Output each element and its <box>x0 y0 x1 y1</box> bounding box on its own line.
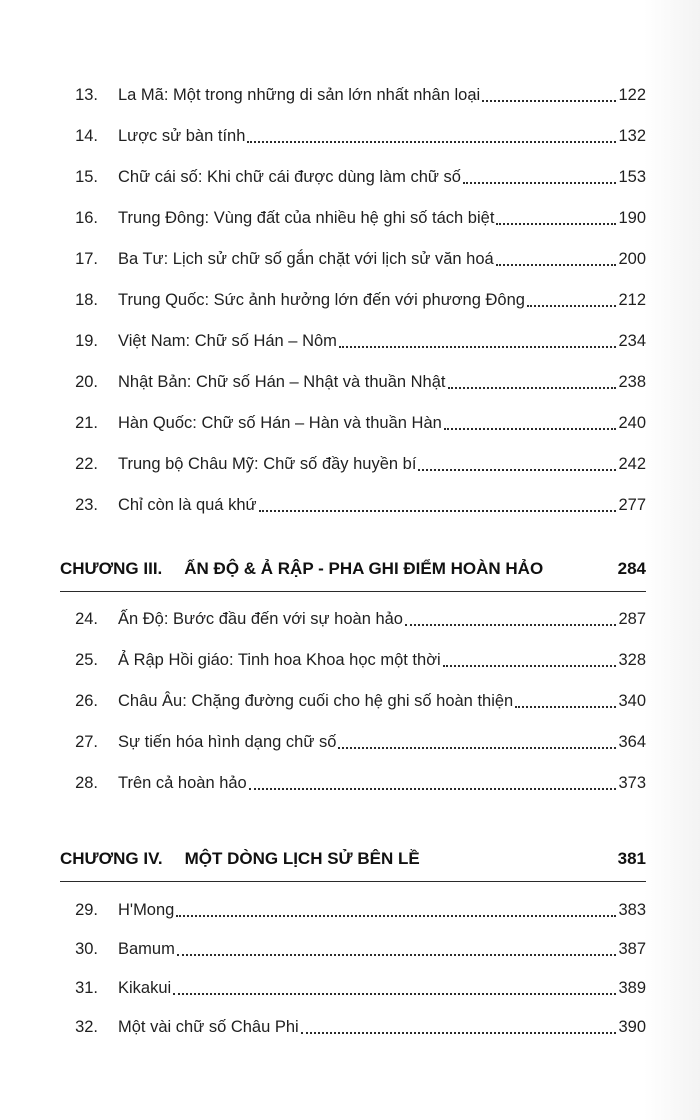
entry-title: Trên cả hoàn hảo <box>118 774 247 792</box>
entry-number: 22. <box>75 455 98 473</box>
entry-title: Hàn Quốc: Chữ số Hán – Hàn và thuần Hàn <box>118 414 442 432</box>
chapter-page-number: 284 <box>617 559 646 578</box>
dot-leader <box>418 469 616 471</box>
dot-leader <box>405 624 616 626</box>
dot-leader <box>176 915 616 917</box>
dot-leader <box>173 993 616 995</box>
toc-entry[interactable] <box>60 727 646 757</box>
entry-number: 25. <box>75 651 98 669</box>
entry-page-number: 132 <box>618 127 646 145</box>
dot-leader <box>448 387 617 389</box>
dot-leader <box>177 954 617 956</box>
toc-entry[interactable] <box>60 80 646 110</box>
dot-leader <box>515 706 616 708</box>
toc-entry[interactable] <box>60 490 646 520</box>
dot-leader <box>463 182 616 184</box>
entry-title: Bamum <box>118 940 175 958</box>
entry-title: Trung Quốc: Sức ảnh hưởng lớn đến với phương Đông <box>118 291 525 309</box>
entry-page-number: 364 <box>618 733 646 751</box>
dot-leader <box>482 100 616 102</box>
chapter-title: ẤN ĐỘ & Ả RẬP - PHA GHI ĐIỂM HOÀN HẢO <box>184 559 544 578</box>
dot-leader <box>247 141 616 143</box>
entry-page-number: 242 <box>618 455 646 473</box>
entry-page-number: 389 <box>618 979 646 997</box>
entry-page-number: 200 <box>618 250 646 268</box>
entry-title: Sự tiến hóa hình dạng chữ số <box>118 733 337 751</box>
toc-entry[interactable] <box>60 121 646 151</box>
toc-entry[interactable] <box>60 895 646 925</box>
dot-leader <box>444 428 617 430</box>
entry-title: Nhật Bản: Chữ số Hán – Nhật và thuần Nhật <box>118 373 446 391</box>
entry-number: 20. <box>75 373 98 391</box>
entry-page-number: 238 <box>618 373 646 391</box>
entry-title: Lược sử bàn tính <box>118 127 246 145</box>
dot-leader <box>338 747 616 749</box>
toc-entry[interactable] <box>60 686 646 716</box>
toc-entry[interactable] <box>60 973 646 1003</box>
toc-entry[interactable] <box>60 244 646 274</box>
dot-leader <box>301 1032 617 1034</box>
entry-number: 28. <box>75 774 98 792</box>
entry-page-number: 387 <box>618 940 646 958</box>
dot-leader <box>339 346 617 348</box>
dot-leader <box>259 510 617 512</box>
entry-page-number: 153 <box>618 168 646 186</box>
entry-number: 13. <box>75 86 98 104</box>
toc-entry[interactable] <box>60 768 646 798</box>
toc-entry[interactable] <box>60 408 646 438</box>
toc-entry[interactable] <box>60 1012 646 1042</box>
entry-number: 29. <box>75 901 98 919</box>
chapter-page-number: 381 <box>617 849 646 868</box>
entry-title: H'Mong <box>118 901 175 919</box>
entry-number: 30. <box>75 940 98 958</box>
entry-title: La Mã: Một trong những di sản lớn nhất nhân loại <box>118 86 481 104</box>
toc-entry[interactable] <box>60 326 646 356</box>
entry-title: Chỉ còn là quá khứ <box>118 496 257 514</box>
dot-leader <box>527 305 617 307</box>
entry-number: 19. <box>75 332 98 350</box>
entry-page-number: 340 <box>618 692 646 710</box>
chapter-rule <box>60 591 646 592</box>
entry-number: 32. <box>75 1018 98 1036</box>
entry-title: Châu Âu: Chặng đường cuối cho hệ ghi số hoàn thiện <box>118 692 514 710</box>
entry-page-number: 240 <box>618 414 646 432</box>
chapter-label: CHƯƠNG IV. <box>60 849 163 868</box>
chapter-heading[interactable] <box>60 843 646 875</box>
dot-leader <box>249 788 617 790</box>
toc-entry[interactable] <box>60 449 646 479</box>
entry-number: 14. <box>75 127 98 145</box>
entry-title: Trung bộ Châu Mỹ: Chữ số đầy huyền bí <box>118 455 417 473</box>
entry-page-number: 390 <box>618 1018 646 1036</box>
toc-entry[interactable] <box>60 285 646 315</box>
entry-number: 21. <box>75 414 98 432</box>
toc-entry[interactable] <box>60 367 646 397</box>
entry-title: Việt Nam: Chữ số Hán – Nôm <box>118 332 337 350</box>
entry-number: 15. <box>75 168 98 186</box>
entry-title: Ấn Độ: Bước đầu đến với sự hoàn hảo <box>118 610 403 628</box>
entry-page-number: 122 <box>618 86 646 104</box>
entry-page-number: 212 <box>618 291 646 309</box>
entry-page-number: 383 <box>618 901 646 919</box>
chapter-label: CHƯƠNG III. <box>60 559 163 578</box>
toc-entry[interactable] <box>60 934 646 964</box>
entry-number: 16. <box>75 209 98 227</box>
entry-page-number: 373 <box>618 774 646 792</box>
toc-entry[interactable] <box>60 203 646 233</box>
entry-page-number: 190 <box>618 209 646 227</box>
entry-number: 27. <box>75 733 98 751</box>
entry-page-number: 234 <box>618 332 646 350</box>
entry-page-number: 328 <box>618 651 646 669</box>
toc-entry[interactable] <box>60 645 646 675</box>
entry-page-number: 277 <box>618 496 646 514</box>
toc-entry[interactable] <box>60 162 646 192</box>
entry-number: 23. <box>75 496 98 514</box>
entry-number: 31. <box>75 979 98 997</box>
entry-title: Ba Tư: Lịch sử chữ số gắn chặt với lịch sử văn hoá <box>118 250 494 268</box>
chapter-heading[interactable] <box>60 553 646 585</box>
chapter-rule <box>60 881 646 882</box>
entry-page-number: 287 <box>618 610 646 628</box>
entry-number: 18. <box>75 291 98 309</box>
entry-number: 24. <box>75 610 98 628</box>
entry-title: Trung Đông: Vùng đất của nhiều hệ ghi số tách biệt <box>118 209 495 227</box>
toc-entry[interactable] <box>60 604 646 634</box>
dot-leader <box>496 223 616 225</box>
entry-title: Ả Rập Hồi giáo: Tinh hoa Khoa học một thời <box>118 651 441 669</box>
entry-title: Chữ cái số: Khi chữ cái được dùng làm chữ số <box>118 168 461 186</box>
chapter-title: MỘT DÒNG LỊCH SỬ BÊN LỀ <box>184 849 420 868</box>
dot-leader <box>443 665 617 667</box>
entry-title: Một vài chữ số Châu Phi <box>118 1018 299 1036</box>
entry-number: 17. <box>75 250 98 268</box>
dot-leader <box>496 264 617 266</box>
entry-title: Kikakui <box>118 979 172 997</box>
entry-number: 26. <box>75 692 98 710</box>
